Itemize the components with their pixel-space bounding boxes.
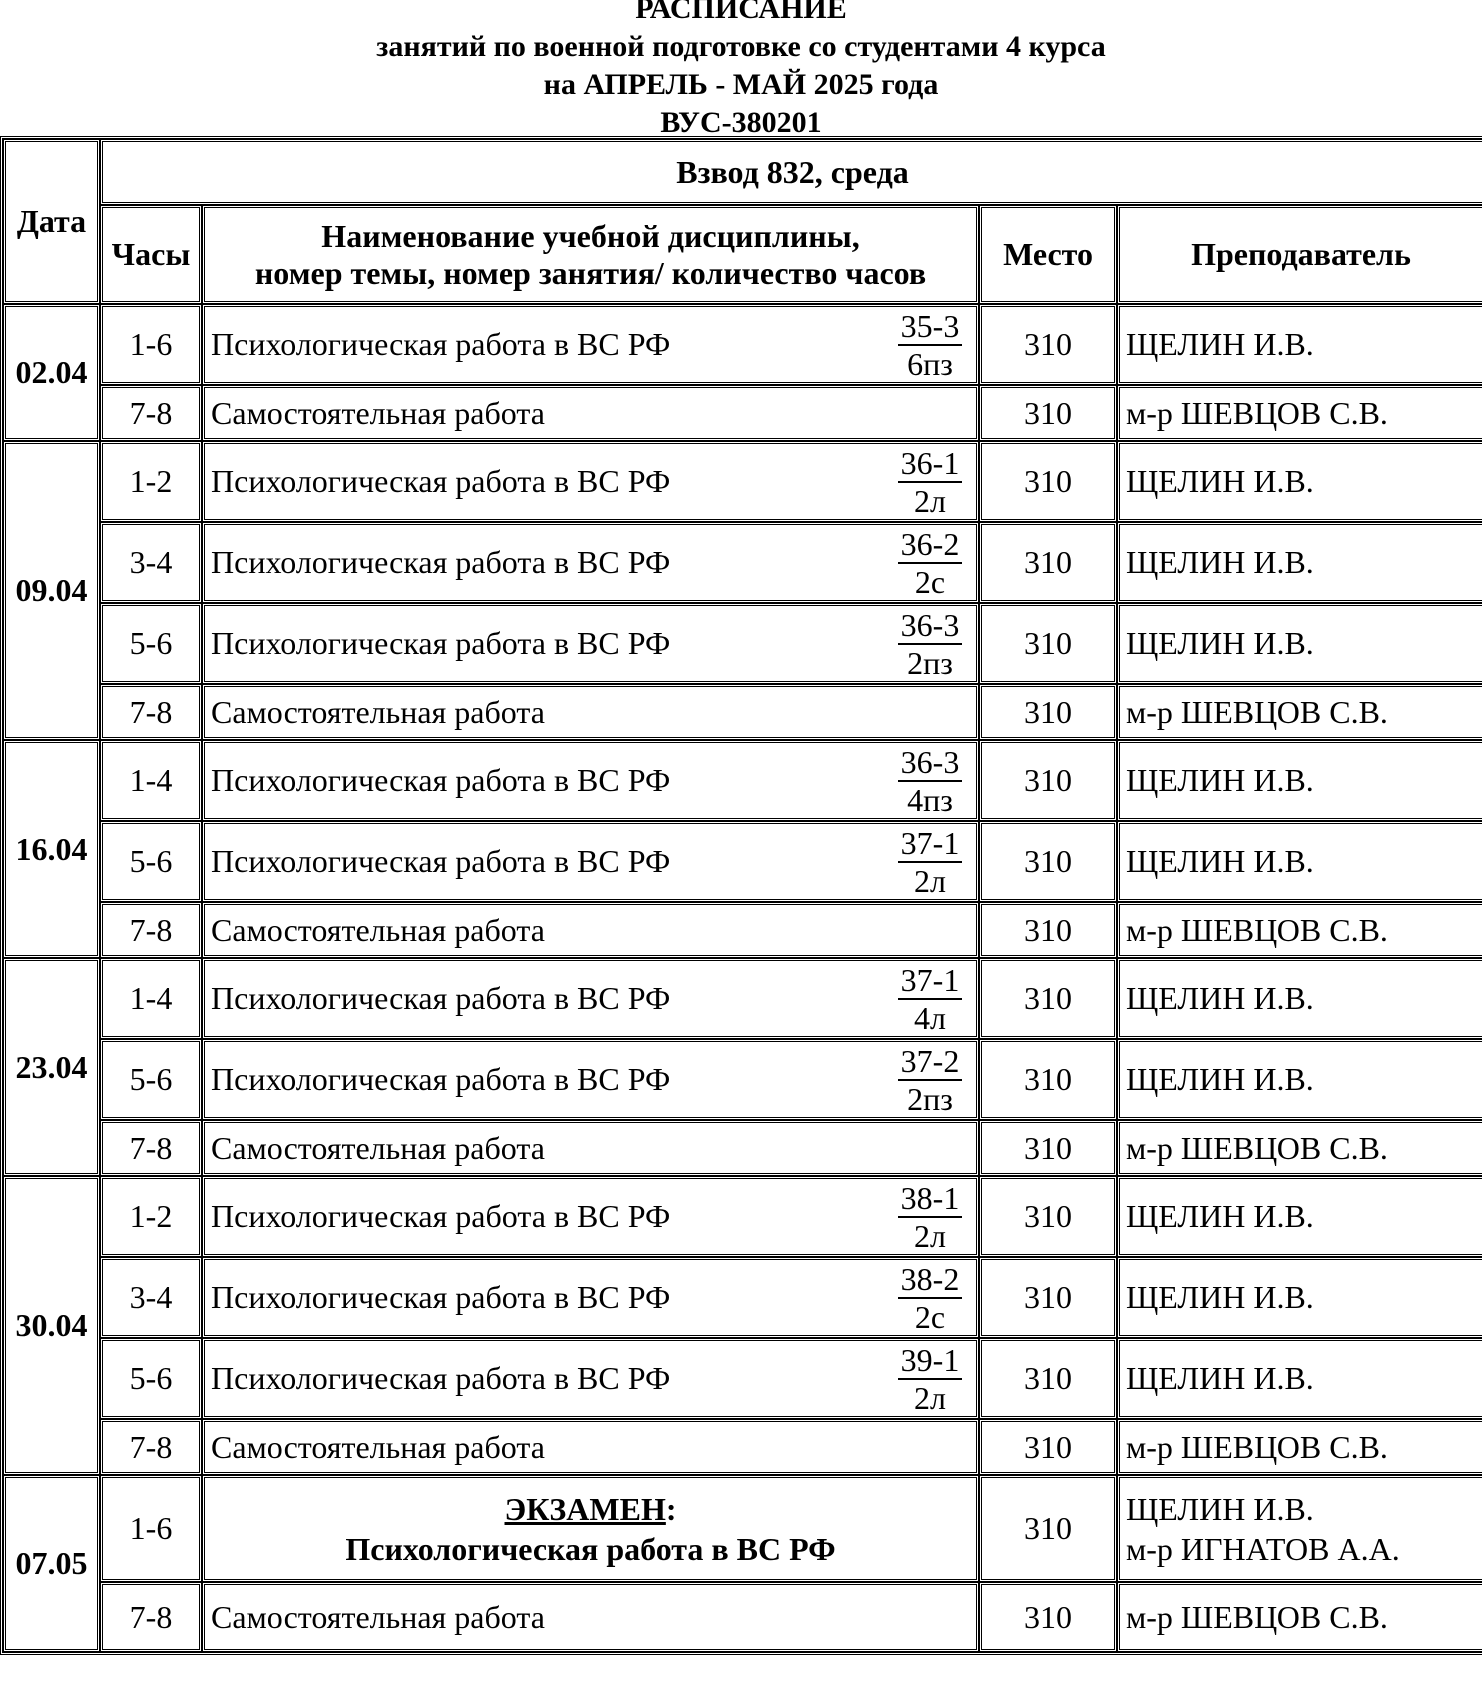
topic-lesson-number: 36-3 [898,744,962,782]
lesson-code [898,308,962,382]
column-header-discipline-line1: Наименование учебной дисциплины, [321,217,860,254]
exam-label: ЭКЗАМЕН [504,1490,666,1527]
teacher-cell: ЩЕЛИН И.В. [1117,958,1482,1039]
teacher-cell: м-р ШЕВЦОВ С.В. [1117,684,1482,740]
table-row [3,1419,1482,1475]
lesson-hours: 2с [914,1298,946,1335]
hours-cell: 1-2 [100,1176,202,1257]
place-cell: 310 [979,603,1117,684]
subject-name: Психологическая работа в ВС РФ [211,463,671,499]
table-row [3,1039,1482,1120]
table-row [3,958,1482,1039]
place-cell: 310 [979,1176,1117,1257]
table-row [3,821,1482,902]
table-row [3,902,1482,958]
document-period: на АПРЕЛЬ - МАЙ 2025 года [543,68,939,101]
teacher-cell: ЩЕЛИН И.В. [1117,522,1482,603]
teacher-cell: м-р ШЕВЦОВ С.В. [1117,902,1482,958]
table-row [3,1582,1482,1652]
teacher-cell: ЩЕЛИН И.В. [1117,821,1482,902]
lesson-code [898,1261,962,1335]
lesson-hours: 2л [914,862,946,899]
table-row [3,1257,1482,1338]
exam-subject: Психологическая работа в ВС РФ [345,1530,836,1567]
hours-cell: 7-8 [100,902,202,958]
subject-name: Психологическая работа в ВС РФ [211,625,671,661]
subject-name: Психологическая работа в ВС РФ [211,544,671,580]
hours-cell: 7-8 [100,1582,202,1652]
hours-cell: 1-4 [100,958,202,1039]
exam-colon: : [665,1490,677,1527]
document-specialty: ВУС-380201 [660,106,822,139]
platoon-header: Взвод 832, среда [100,139,1482,205]
subject-name: Самостоятельная работа [211,1598,545,1635]
teacher-cell: м-р ШЕВЦОВ С.В. [1117,1582,1482,1652]
table-row [3,1120,1482,1176]
hours-cell: 1-4 [100,740,202,821]
teacher-cell: ЩЕЛИН И.В. [1117,1039,1482,1120]
topic-lesson-number: 36-2 [898,526,962,564]
place-cell: 310 [979,740,1117,821]
lesson-code [898,607,962,681]
teacher-cell: м-р ШЕВЦОВ С.В. [1117,385,1482,441]
hours-cell: 5-6 [100,821,202,902]
lesson-hours: 2л [914,482,946,519]
discipline-cell [202,522,979,603]
place-cell: 310 [979,522,1117,603]
discipline-cell [202,684,979,740]
subject-name: Самостоятельная работа [211,1129,545,1166]
lesson-code [898,445,962,519]
date-cell: 16.04 [3,740,100,958]
teacher-cell: ЩЕЛИН И.В. [1117,304,1482,385]
discipline-cell [202,1582,979,1652]
teacher-cell: м-р ШЕВЦОВ С.В. [1117,1419,1482,1475]
hours-cell: 1-6 [100,304,202,385]
table-row [3,522,1482,603]
teacher-cell: м-р ШЕВЦОВ С.В. [1117,1120,1482,1176]
teacher-cell: ЩЕЛИН И.В. [1117,1338,1482,1419]
hours-cell: 5-6 [100,603,202,684]
discipline-cell [202,1338,979,1419]
place-cell: 310 [979,1582,1117,1652]
hours-cell: 3-4 [100,522,202,603]
lesson-code [898,962,962,1036]
discipline-cell [202,603,979,684]
topic-lesson-number: 35-3 [898,308,962,346]
subject-name: Психологическая работа в ВС РФ [211,843,671,879]
table-row [3,441,1482,522]
teacher-cell: ЩЕЛИН И.В. [1117,740,1482,821]
hours-cell: 7-8 [100,385,202,441]
subject-name: Психологическая работа в ВС РФ [211,1360,671,1396]
discipline-cell [202,902,979,958]
discipline-cell [202,1257,979,1338]
discipline-cell [202,958,979,1039]
lesson-hours: 6пз [907,345,953,382]
column-header-hours: Часы [100,205,202,304]
discipline-cell [202,1039,979,1120]
column-header-teacher: Преподаватель [1117,205,1482,304]
lesson-hours: 4л [914,999,946,1036]
lesson-hours: 2л [914,1217,946,1254]
topic-lesson-number: 36-3 [898,607,962,645]
lesson-code [898,1342,962,1416]
date-cell: 09.04 [3,441,100,740]
subject-name: Психологическая работа в ВС РФ [211,1198,671,1234]
subject-name: Психологическая работа в ВС РФ [211,1279,671,1315]
subject-name: Психологическая работа в ВС РФ [211,326,671,362]
hours-cell: 7-8 [100,1419,202,1475]
topic-lesson-number: 39-1 [898,1342,962,1380]
table-row-exam [3,1475,1482,1582]
lesson-hours: 2с [914,563,946,600]
discipline-cell [202,821,979,902]
hours-cell: 7-8 [100,684,202,740]
hours-cell: 7-8 [100,1120,202,1176]
place-cell: 310 [979,821,1117,902]
place-cell: 310 [979,1257,1117,1338]
place-cell: 310 [979,684,1117,740]
discipline-cell [202,441,979,522]
document-header [0,0,1482,142]
subject-name: Самостоятельная работа [211,693,545,730]
hours-cell: 5-6 [100,1039,202,1120]
date-cell: 23.04 [3,958,100,1176]
discipline-cell [202,304,979,385]
subject-name: Самостоятельная работа [211,1428,545,1465]
place-cell: 310 [979,1419,1117,1475]
lesson-hours: 2л [914,1379,946,1416]
column-header-date: Дата [3,139,100,304]
table-row [3,603,1482,684]
teacher-cell [1117,1475,1482,1582]
place-cell: 310 [979,1120,1117,1176]
teacher-name: м-р ИГНАТОВ А.А. [1126,1530,1400,1567]
subject-name: Самостоятельная работа [211,911,545,948]
place-cell: 310 [979,1338,1117,1419]
document-title: РАСПИСАНИЕ [635,0,847,25]
lesson-code [898,825,962,899]
discipline-cell [202,1176,979,1257]
lesson-code [898,1043,962,1117]
column-header-discipline-line2: номер темы, номер занятия/ количество часов [254,254,927,291]
discipline-cell [202,1120,979,1176]
table-row [3,740,1482,821]
topic-lesson-number: 38-1 [898,1180,962,1218]
discipline-cell [202,385,979,441]
exam-cell [202,1475,979,1582]
subject-name: Психологическая работа в ВС РФ [211,1061,671,1097]
teacher-cell: ЩЕЛИН И.В. [1117,603,1482,684]
table-row [3,385,1482,441]
topic-lesson-number: 38-2 [898,1261,962,1299]
discipline-cell [202,740,979,821]
subject-name: Психологическая работа в ВС РФ [211,762,671,798]
topic-lesson-number: 36-1 [898,445,962,483]
date-cell: 07.05 [3,1475,100,1652]
date-cell: 02.04 [3,304,100,441]
place-cell: 310 [979,441,1117,522]
teacher-name: ЩЕЛИН И.В. [1126,1490,1314,1527]
hours-cell: 3-4 [100,1257,202,1338]
discipline-cell [202,1419,979,1475]
teacher-cell: ЩЕЛИН И.В. [1117,1176,1482,1257]
place-cell: 310 [979,385,1117,441]
place-cell: 310 [979,958,1117,1039]
document-subtitle: занятий по военной подготовке со студентами 4 курса [376,30,1106,63]
lesson-hours: 4пз [907,781,953,818]
topic-lesson-number: 37-1 [898,825,962,863]
subject-name: Психологическая работа в ВС РФ [211,980,671,1016]
place-cell: 310 [979,1475,1117,1582]
place-cell: 310 [979,1039,1117,1120]
teacher-cell: ЩЕЛИН И.В. [1117,441,1482,522]
table-row [3,304,1482,385]
lesson-code [898,1180,962,1254]
table-row [3,1338,1482,1419]
place-cell: 310 [979,304,1117,385]
date-cell: 30.04 [3,1176,100,1475]
teacher-cell: ЩЕЛИН И.В. [1117,1257,1482,1338]
subject-name: Самостоятельная работа [211,394,545,431]
schedule-table [0,136,1482,1655]
column-header-discipline [202,205,979,304]
lesson-code [898,526,962,600]
hours-cell: 1-2 [100,441,202,522]
column-header-place: Место [979,205,1117,304]
lesson-code [898,744,962,818]
topic-lesson-number: 37-1 [898,962,962,1000]
table-row [3,1176,1482,1257]
topic-lesson-number: 37-2 [898,1043,962,1081]
place-cell: 310 [979,902,1117,958]
lesson-hours: 2пз [907,1080,953,1117]
table-row [3,684,1482,740]
lesson-hours: 2пз [907,644,953,681]
hours-cell: 5-6 [100,1338,202,1419]
hours-cell: 1-6 [100,1475,202,1582]
